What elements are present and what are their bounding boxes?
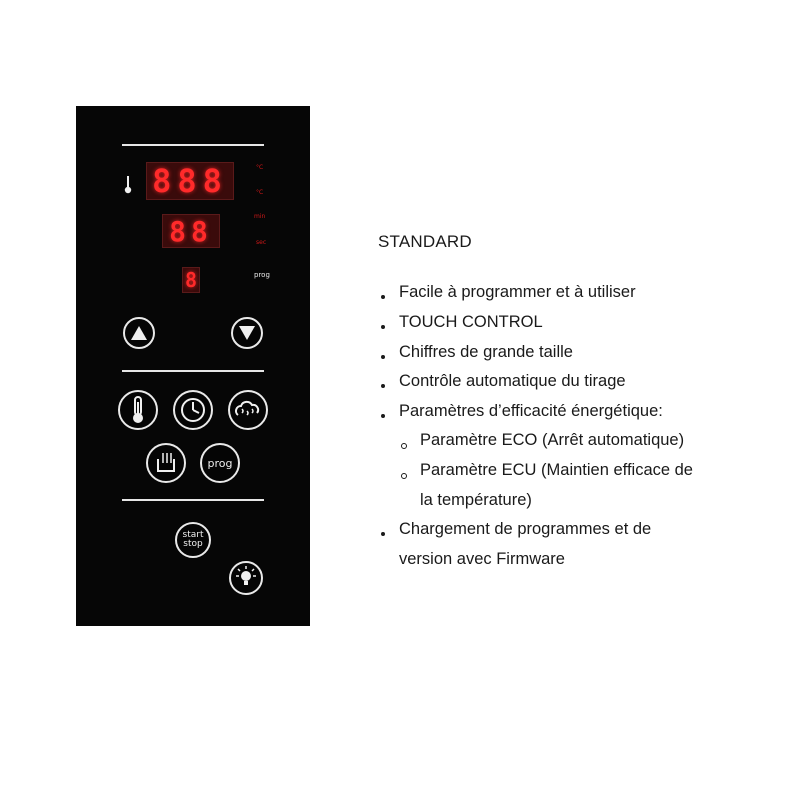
bullet	[381, 295, 385, 299]
bullet	[381, 325, 385, 329]
sub-list-item: Paramètre ECO (Arrêt automatique)	[420, 431, 685, 449]
list-item: TOUCH CONTROL	[399, 313, 543, 331]
unit-min: min	[254, 213, 266, 220]
steam-button[interactable]	[228, 390, 268, 430]
sub-bullet	[401, 443, 407, 449]
start-stop-button[interactable]	[175, 522, 211, 558]
list-item: Chiffres de grande taille	[399, 343, 573, 361]
prog-button[interactable]	[200, 443, 240, 483]
divider	[122, 370, 264, 372]
control-panel	[76, 106, 310, 626]
time-display: 88	[162, 214, 220, 248]
stop-label: stop	[183, 539, 203, 549]
sub-list-item-continued: la température)	[420, 491, 532, 509]
sub-list-item: Paramètre ECU (Maintien efficace de	[420, 461, 693, 479]
unit-sec: sec	[256, 239, 267, 246]
bullet	[381, 355, 385, 359]
start-label: start	[182, 530, 204, 540]
prog-label: prog	[254, 271, 270, 279]
light-button[interactable]	[229, 561, 263, 595]
bullet	[381, 414, 385, 418]
light-icon	[233, 565, 259, 591]
up-button[interactable]	[123, 317, 155, 349]
down-arrow-icon	[239, 326, 255, 340]
unit-celsius: °C	[256, 164, 264, 171]
prog-icon: prog	[207, 456, 233, 470]
divider	[122, 144, 264, 146]
program-display: 8	[182, 267, 200, 293]
list-item: Paramètres d’efficacité énergétique:	[399, 402, 663, 420]
thermometer-icon	[130, 396, 146, 424]
bullet	[381, 532, 385, 536]
list-item: Contrôle automatique du tirage	[399, 372, 626, 390]
list-item: Chargement de programmes et de	[399, 520, 652, 538]
steam-icon	[235, 399, 261, 421]
section-heading: STANDARD	[378, 232, 472, 251]
bullet	[381, 384, 385, 388]
unit-celsius: °C	[256, 189, 264, 196]
sub-bullet	[401, 473, 407, 479]
down-button[interactable]	[231, 317, 263, 349]
vent-button[interactable]	[146, 443, 186, 483]
temperature-button[interactable]	[118, 390, 158, 430]
list-item-continued: version avec Firmware	[399, 550, 565, 568]
clock-icon	[180, 397, 206, 423]
list-item: Facile à programmer et à utiliser	[399, 283, 636, 301]
temperature-display: 888	[146, 162, 234, 200]
divider	[122, 499, 264, 501]
up-arrow-icon	[131, 326, 147, 340]
vent-icon	[154, 451, 178, 475]
timer-button[interactable]	[173, 390, 213, 430]
thermometer-icon	[124, 176, 132, 199]
